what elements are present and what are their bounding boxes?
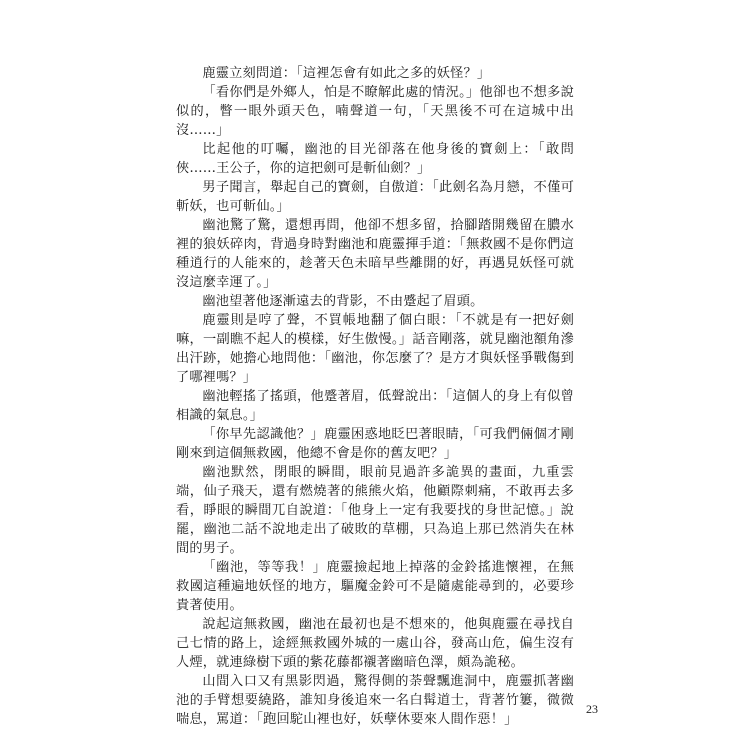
paragraph: 幽池望著他逐漸遠去的背影，不由蹙起了眉頭。: [202, 294, 484, 309]
paragraph: 鹿靈則是哼了聲，不買帳地翻了個白眼：「不就是有一把好劍嘛，一副瞧不起人的模樣，好生傲慢。」話音剛落，就見幽池額角滲出汗跡，她擔心地問他：「幽池，你怎麼了？是方才與妖怪爭戰傷到了哪裡嗎？」: [176, 313, 574, 385]
paragraph: 「看你們是外鄉人，怕是不瞭解此處的情況。」他卻也不想多說似的，瞥一眼外頭天色，喃聲道一句，「天黑後不可在這城中出沒……」: [176, 85, 574, 138]
page-number: 23: [586, 702, 598, 716]
body-text: [176, 64, 574, 729]
paragraph: 「幽池，等等我！」鹿靈撿起地上掉落的金鈴搖進懷裡，在無救國這種遍地妖怪的地方，驅魔金鈴可不是隨處能尋到的，必要珍貴著使用。: [176, 560, 574, 613]
paragraph: 說起這無救國，幽池在最初也是不想來的，他與鹿靈在尋找自己七情的路上，途經無救國外城的一處山谷，發高山危，偏生沒有人煙，就連綠樹下頭的紫花藤都襯著幽暗色澤，頗為詭秘。: [176, 617, 574, 670]
paragraph: 鹿靈立刻問道：「這裡怎會有如此之多的妖怪？」: [202, 66, 491, 81]
paragraph: 幽池驚了驚，還想再問，他卻不想多留，拾腳踏開幾留在膿水裡的狼妖碎肉，背過身時對幽池和鹿靈揮手道：「無救國不是你們這種逍行的人能來的，趁著天色未暗早些離開的好，再遇見妖怪可就沒這麼幸運了。」: [176, 218, 574, 290]
paragraph: 幽池默然，閉眼的瞬間，眼前見過許多詭異的畫面，九重雲端，仙子飛天，還有燃燒著的熊熊火焰，他顧際刺痛，不敢再去多看，睜眼的瞬間兀自說道：「他身上一定有我要找的身世記憶。」說罷，幽池二話不說地走出了破敗的草棚，只為追上那已然消失在林間的男子。: [176, 465, 574, 556]
paragraph: 幽池輕搖了搖頭，他蹙著眉，低聲說出：「這個人的身上有似曾相識的氣息。」: [176, 389, 574, 423]
paragraph: 比起他的叮囑，幽池的目光卻落在他身後的寶劍上：「敢問俠……王公子，你的這把劍可是斬仙劍？」: [176, 142, 574, 176]
paragraph: 「你早先認識他？」鹿靈困惑地眨巴著眼睛，「可我們倆個才剛剛來到這個無救國，他總不會是你的舊友吧？」: [176, 427, 574, 461]
paragraph: 男子聞言，舉起自己的寶劍，自傲道：「此劍名為月戀，不僅可斬妖，也可斬仙。」: [176, 180, 574, 214]
paragraph: 山間入口又有黑影閃過，驚得側的荼聲飄進洞中，鹿靈抓著幽池的手臂想要繞路，誰知身後追來一名白髯道士，背著竹簍，微微喘息，罵道：「跑回駝山裡也好，妖孽休要來人間作惡！」: [176, 674, 574, 727]
